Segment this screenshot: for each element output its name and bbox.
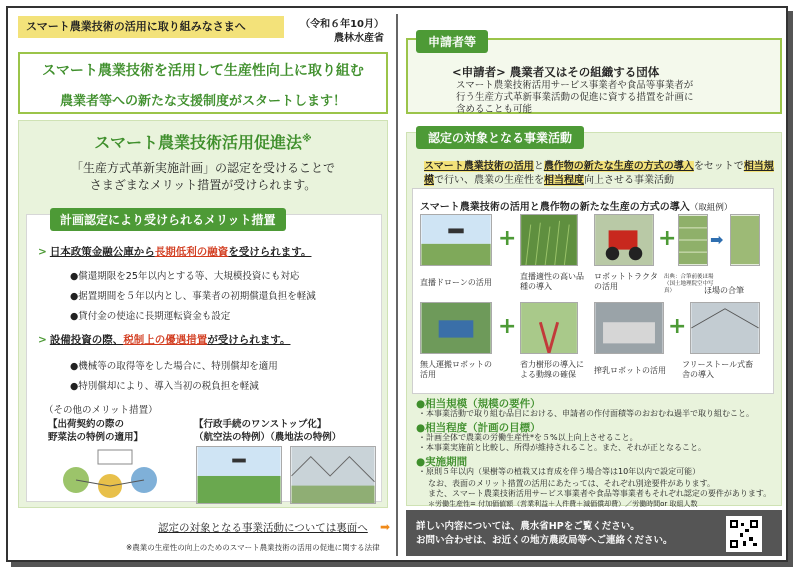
jfc-item-2: ●据置期間を５年以内とし、事業者の初期償還負担を軽減 xyxy=(70,291,316,302)
audience-banner: スマート農業技術の活用に取り組みなさまへ xyxy=(18,16,284,38)
arrow-right-icon: ➡ xyxy=(380,520,391,534)
example-2-tech: ロボットトラクタの活用 xyxy=(594,272,658,291)
ministry-name: 農林水産省 xyxy=(334,33,384,44)
example-1-method: 直播適性の高い品種の導入 xyxy=(520,272,584,291)
plus-icon: + xyxy=(498,314,517,339)
target-intro: スマート農業技術の活用と農作物の新たな生産の方式の導入をセットで相当規模で行い、農業の生産性を相当程度向上させる事業活動 xyxy=(424,161,774,186)
issue-date: （令和６年10月） xyxy=(300,19,384,30)
milking-robot-photo xyxy=(594,302,664,354)
example-2-method: ほ場の合筆 xyxy=(704,286,744,295)
law-footnote: ※農業の生産性の向上のためのスマート農業技術の活用の促進に関する法律 xyxy=(126,543,380,552)
period-text-1: ・原則５年以内（果樹等の植栽又は育成を伴う場合等は10年以内で設定可能） xyxy=(418,467,701,476)
jfc-item-1: ●償還期限を25年以内とする等、大規模投資にも対応 xyxy=(70,271,300,282)
arrow-right-icon: ➡ xyxy=(710,230,724,249)
example-4-method: フリーストール式畜舎の導入 xyxy=(682,360,754,379)
vegetable-law-title: 【出荷契約の際の 野菜法の特例の適用】 xyxy=(48,419,144,443)
law-title: スマート農業技術活用促進法※ xyxy=(94,133,312,152)
productivity-footnote: ＊労働生産性= 付加価値額（営業利益＋人件費＋減価償却費）／労働時間or 取組人数 xyxy=(428,500,698,508)
law-desc-line2: さまざまなメリット措置が受けられます。 xyxy=(89,178,317,192)
law-description xyxy=(18,160,388,194)
plus-icon: + xyxy=(668,314,687,339)
tax-item-1: ●機械等の取得等をした場合に、特別償却を適用 xyxy=(70,361,278,372)
freestall-barn-photo xyxy=(690,302,760,354)
applicant-main: <申請者> 農業者又はその組織する団体 xyxy=(452,65,660,79)
headline-box xyxy=(18,52,388,114)
qr-code-icon[interactable] xyxy=(726,516,762,552)
degree-requirement-text-2: ・本事業実施前と比較し、所得が維持されること。また、それが正となること。 xyxy=(418,443,706,452)
degree-requirement-title: ●相当程度（計画の目標） xyxy=(416,422,541,434)
greenhouse-photo xyxy=(290,446,376,504)
period-text-2: なお、表面のメリット措置の活用にあたっては、それぞれ別途要件があります。 xyxy=(428,479,716,488)
example-4-tech: 搾乳ロボットの活用 xyxy=(594,366,666,375)
applicant-description: スマート農業技術活用サービス事業者や食品等事業者が 行う生産方式革新事業活動の促進に資する措置を計画に 含めることも可能 xyxy=(456,80,694,115)
transport-robot-photo xyxy=(420,302,492,354)
contract-diagram-illustration xyxy=(54,446,166,502)
footer-line1: 詳しい内容については、農水省HPをご覧ください。 xyxy=(416,521,640,532)
law-desc-line1: 「生産方式革新実施計画」の認定を受けることで xyxy=(70,161,335,175)
date-ministry xyxy=(300,18,384,46)
example-3-method: 省力樹形の導入による動線の確保 xyxy=(520,360,584,379)
headline-line1: スマート農業技術を活用して生産性向上に取り組む xyxy=(42,63,364,79)
jfc-loan-heading: > 日本政策金融公庫から長期低利の融資を受けられます。 xyxy=(38,246,312,258)
headline-line2: 農業者等への新たな支援制度がスタートします！ xyxy=(59,94,346,109)
one-stop-title: 【行政手続のワンストップ化】 （航空法の特例）（農地法の特例） xyxy=(194,419,342,443)
example-1-tech: 直播ドローンの活用 xyxy=(420,278,492,287)
target-tab: 認定の対象となる事業活動 xyxy=(416,126,584,149)
aerial-photo-source: 出典：合筆前後ほ場（国土地理院空中写真） xyxy=(664,274,714,294)
example-3-tech: 無人運搬ロボットの活用 xyxy=(420,360,492,379)
degree-requirement-text-1: ・計画全体で農業の労働生産性*を５%以上向上させること。 xyxy=(418,433,638,442)
orchard-row-photo xyxy=(520,302,578,354)
drone-field-photo xyxy=(196,446,282,504)
plus-icon: + xyxy=(658,226,677,251)
flyer-page xyxy=(6,6,788,562)
seeding-drone-photo xyxy=(420,214,492,266)
tax-heading: > 設備投資の際、税制上の優遇措置が受けられます。 xyxy=(38,334,291,346)
field-after-photo xyxy=(730,214,760,266)
column-divider xyxy=(396,14,398,556)
arrow-right-icon: > xyxy=(38,246,47,258)
arrow-right-icon: > xyxy=(38,334,47,346)
right-column xyxy=(406,16,782,556)
robot-tractor-photo xyxy=(594,214,654,266)
scale-requirement-text: ・本事業活動で取り組む品目における、申請者の作付面積等のおおむね過半で取り組むこと。 xyxy=(418,409,754,418)
jfc-item-3: ●貸付金の使途に長期運転資金も設定 xyxy=(70,311,231,322)
applicant-tab: 申請者等 xyxy=(416,30,488,53)
tax-item-2: ●特別償却により、導入当初の税負担を軽減 xyxy=(70,381,259,392)
left-column xyxy=(18,16,391,556)
period-title: ●実施期間 xyxy=(416,456,468,468)
footer-line2: お問い合わせは、お近くの地方農政局等へご連絡ください。 xyxy=(416,535,673,546)
field-before-photo xyxy=(678,214,708,266)
period-text-3: また、スマート農業技術活用サービス事業者や食品等事業者もそれぞれ認定の要件があります。 xyxy=(428,489,772,498)
see-back-link[interactable]: 認定の対象となる事業活動については裏面へ xyxy=(158,522,368,534)
plus-icon: + xyxy=(498,226,517,251)
rice-variety-photo xyxy=(520,214,578,266)
merit-tab: 計画認定により受けられるメリット措置 xyxy=(50,208,286,231)
scale-requirement-title: ●相当規模（規模の要件） xyxy=(416,398,541,410)
example-title: スマート農業技術の活用と農作物の新たな生産の方式の導入（取組例） xyxy=(420,202,733,213)
other-merits-label: （その他のメリット措置） xyxy=(44,405,158,416)
